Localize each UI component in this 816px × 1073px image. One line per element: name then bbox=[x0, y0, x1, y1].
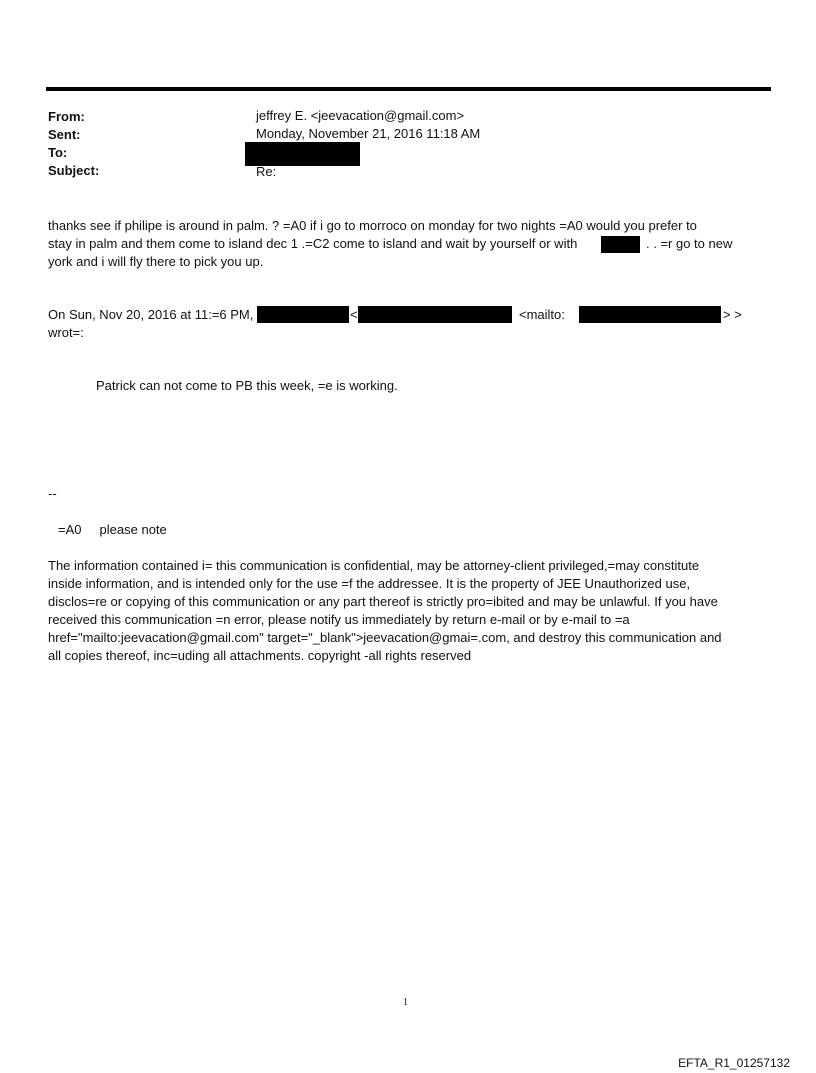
header-rule bbox=[46, 87, 771, 91]
quote-mailto: <mailto: bbox=[519, 307, 565, 322]
disclaimer-line: The information contained i= this communication is confidential, may be attorney-client privileged,=may constitute bbox=[48, 558, 700, 573]
quote-email-redaction bbox=[358, 306, 512, 323]
body-line-2a: stay in palm and them come to island dec 1 .=C2 come to island and wait by yourself or with bbox=[48, 236, 578, 251]
to-label: To: bbox=[48, 145, 68, 160]
disclaimer-line: href="mailto:jeevacation@gmail.com" target="_blank">jeevacation@gmai=.com, and destroy this communication and bbox=[48, 630, 722, 645]
subject-value: Re: bbox=[256, 164, 277, 179]
disclaimer-line: received this communication =n error, please notify us immediately by return e-mail or by e-mail to =a bbox=[48, 612, 630, 627]
quote-on-text: On Sun, Nov 20, 2016 at 11:=6 PM, bbox=[48, 307, 254, 322]
subject-label: Subject: bbox=[48, 163, 100, 178]
signature-dashes: -- bbox=[48, 486, 57, 501]
disclaimer-line: inside information, and is intended only for the use =f the addressee. It is the property of JEE Unauthorized use, bbox=[48, 576, 691, 591]
body-redaction bbox=[601, 236, 640, 253]
disclaimer-line: all copies thereof, inc=uding all attachments. copyright -all rights reserved bbox=[48, 648, 472, 663]
body-line-1: thanks see if philipe is around in palm. ? =A0 if i go to morroco on monday for two nights =A0 would you prefer to bbox=[48, 218, 697, 233]
to-redaction bbox=[245, 142, 360, 166]
sent-value: Monday, November 21, 2016 11:18 AM bbox=[256, 126, 481, 141]
sent-label: Sent: bbox=[48, 127, 81, 142]
from-value: jeffrey E. <jeevacation@gmail.com> bbox=[256, 108, 465, 123]
quote-wrote: wrot=: bbox=[48, 325, 84, 340]
quote-close: > > bbox=[723, 307, 742, 322]
quote-lt: < bbox=[350, 307, 358, 322]
page-number: 1 bbox=[403, 997, 408, 1008]
document-id: EFTA_R1_01257132 bbox=[678, 1056, 790, 1070]
quote-mailto-redaction bbox=[579, 306, 721, 323]
body-line-3: york and i will fly there to pick you up. bbox=[48, 254, 264, 269]
quote-name-redaction bbox=[257, 306, 349, 323]
signature-note: =A0 please note bbox=[58, 522, 167, 537]
body-line-2b: . . =r go to new bbox=[646, 236, 733, 251]
disclaimer-line: disclos=re or copying of this communication or any part thereof is strictly pro=ibited and may be unlawful. If you have bbox=[48, 594, 718, 609]
quoted-text: Patrick can not come to PB this week, =e is working. bbox=[96, 378, 398, 393]
from-label: From: bbox=[48, 109, 85, 124]
